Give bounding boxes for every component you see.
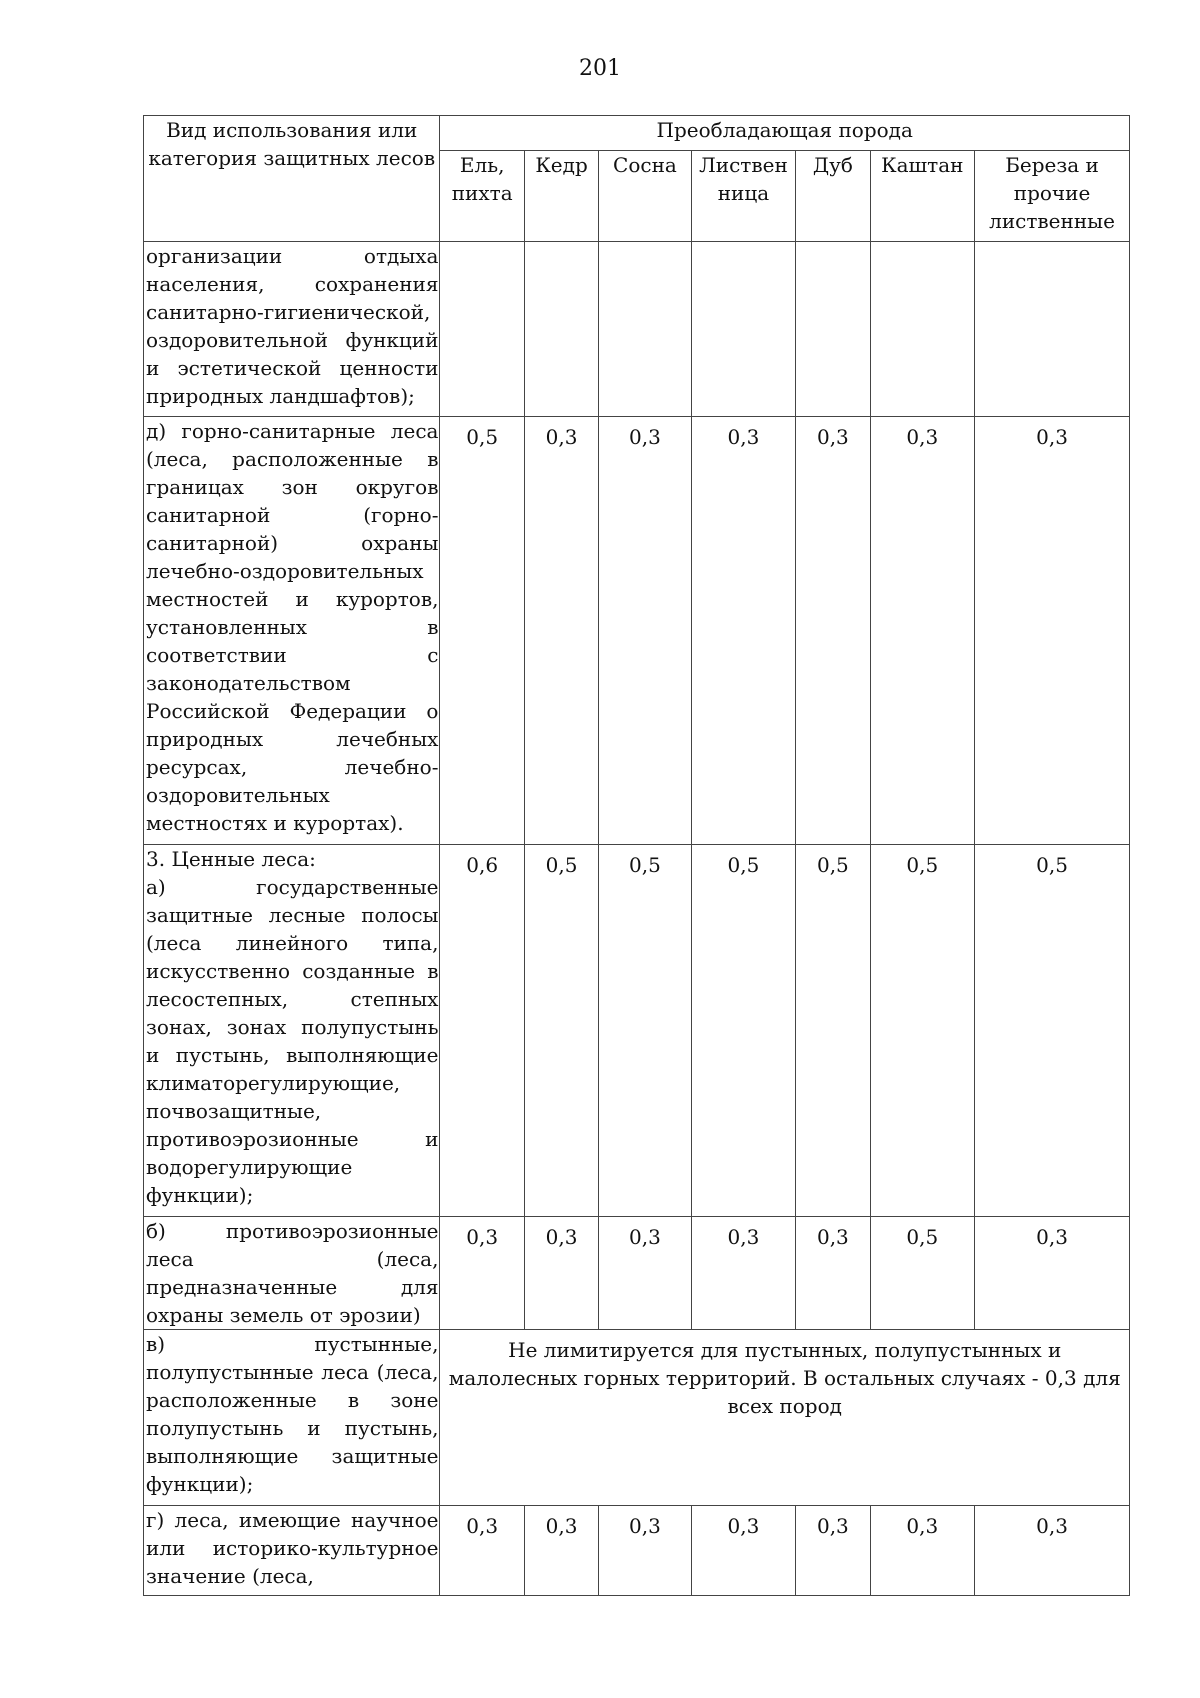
row-value: 0,6 <box>440 845 524 1217</box>
row-description-heading: 3. Ценные леса: <box>146 847 316 871</box>
table-row <box>144 242 1130 417</box>
row-value: 0,3 <box>440 1506 524 1596</box>
page-number: 201 <box>579 56 621 81</box>
table-row <box>144 1506 1130 1596</box>
table-row <box>144 845 1130 1217</box>
header-species: Ель, пихта <box>440 151 524 242</box>
row-value: 0,3 <box>796 1506 870 1596</box>
header-species: Кедр <box>524 151 598 242</box>
row-description-body: а) государственные защитные лесные полосы (леса линейного типа, искусственно созданные в лесостепных, степных зонах, зонах полупустынь и пустынь, выполняющие климаторегулирующие, почвозащитные, противоэрозионные и водорегулирующие функции); <box>146 875 439 1207</box>
row-note: Не лимитируется для пустынных, полупустынных и малолесных горных территорий. В остальных случаях - 0,3 для всех пород <box>440 1330 1130 1506</box>
row-description: б) противоэрозионные леса (леса, предназначенные для охраны земель от эрозии) <box>144 1217 440 1330</box>
row-value: 0,5 <box>440 417 524 845</box>
row-value: 0,5 <box>691 845 796 1217</box>
header-species: Листвен ница <box>691 151 796 242</box>
row-value <box>599 242 691 417</box>
row-value: 0,3 <box>599 417 691 845</box>
row-description: в) пустынные, полупустынные леса (леса, расположенные в зоне полупустынь и пустынь, выполняющие защитные функции); <box>144 1330 440 1506</box>
table-row <box>144 1330 1130 1506</box>
row-value: 0,3 <box>796 417 870 845</box>
header-species: Дуб <box>796 151 870 242</box>
row-value: 0,3 <box>870 417 975 845</box>
row-value: 0,3 <box>870 1506 975 1596</box>
row-value: 0,3 <box>691 1217 796 1330</box>
row-value <box>796 242 870 417</box>
row-value <box>524 242 598 417</box>
row-value: 0,3 <box>524 1506 598 1596</box>
row-value: 0,3 <box>599 1217 691 1330</box>
header-species: Сосна <box>599 151 691 242</box>
row-value: 0,3 <box>524 417 598 845</box>
row-value: 0,5 <box>870 845 975 1217</box>
row-value: 0,5 <box>524 845 598 1217</box>
row-description: д) горно-санитарные леса (леса, расположенные в границах зон округов санитарной (горно-санитарной) охраны лечебно-оздоровительных местностей и курортов, установленных в соответствии с законодательством Российской Федерации о природных лечебных ресурсах, лечебно-оздоровительных местностях и курортах). <box>144 417 440 845</box>
row-value <box>440 242 524 417</box>
row-value: 0,5 <box>599 845 691 1217</box>
row-value: 0,3 <box>691 417 796 845</box>
row-value: 0,3 <box>599 1506 691 1596</box>
row-value <box>870 242 975 417</box>
row-value: 0,3 <box>440 1217 524 1330</box>
row-description: организации отдыха населения, сохранения санитарно-гигиенической, оздоровительной функций и эстетической ценности природных ландшафтов); <box>144 242 440 417</box>
row-value: 0,3 <box>796 1217 870 1330</box>
row-value: 0,5 <box>975 845 1130 1217</box>
row-value: 0,3 <box>691 1506 796 1596</box>
header-species: Каштан <box>870 151 975 242</box>
header-species: Береза и прочие лиственные <box>975 151 1130 242</box>
header-species-group: Преобладающая порода <box>440 116 1130 151</box>
forest-use-table <box>143 115 1130 1596</box>
row-value: 0,5 <box>870 1217 975 1330</box>
row-value <box>975 242 1130 417</box>
row-value: 0,3 <box>524 1217 598 1330</box>
row-value: 0,3 <box>975 1217 1130 1330</box>
row-value: 0,5 <box>796 845 870 1217</box>
row-value: 0,3 <box>975 417 1130 845</box>
header-category: Вид использования или категория защитных лесов <box>144 116 440 242</box>
table-row <box>144 417 1130 845</box>
row-value: 0,3 <box>975 1506 1130 1596</box>
table-row <box>144 1217 1130 1330</box>
row-value <box>691 242 796 417</box>
row-description <box>144 845 440 1217</box>
row-description: г) леса, имеющие научное или историко-культурное значение (леса, <box>144 1506 440 1596</box>
